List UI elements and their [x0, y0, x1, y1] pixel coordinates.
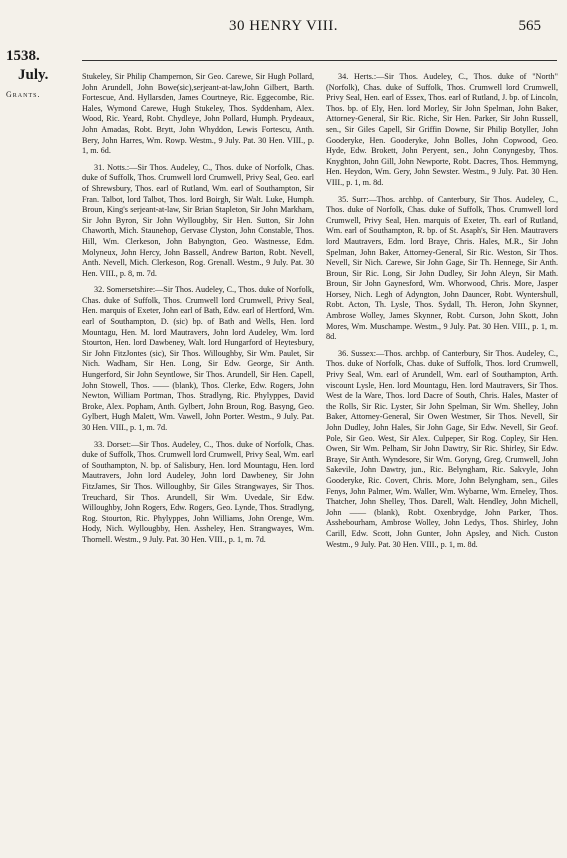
- entry-35-surrey: 35. Surr:—Thos. archbp. of Canterbury, Sir Thos. Audeley, C., Thos. duke of Norfolk, Chas. duke of Suffolk, Thos. Crumwell lord Crumwell, Privy Seal, Hen. marquis of Exeter, Th. earl of Rutland, Wm. earl of Southampton, R. bp. of St. Asaph's, Sir Hen. Mautravers lord Mautravers, Edm. lord Braye, Chris. Hales, M.R., Sir John Spelman, John Baker, Attorney-General, Sir Ric. Weston, Sir Thos. Nevell, Sir Nich. Carewe, Sir John Gage, Sir Th. Hennege, Sir Anth. Broun, Sir Ric. Long, Sir John Dudley, Sir John Aleyn, Sir Math. Broun, Sir John Gaynesford, Wm. Whorwood, Chris. More, Jasper Horsey, Nich. Legh of Adyngton, John Dauncer, Robt. Wyntershull, Robt. Acton, Th. Lysle, Thos. Sydall, Th. Heron, John Skynner, Ambrose Wolley, James Skynner, Robt. Curson, John Skott, John Mores, Wm. Muschampe. Westm., 9 July. Pat. 30 Hen. VIII., p. 1, m. 8d.: [326, 194, 558, 342]
- left-column: [82, 72, 314, 552]
- margin-month: July.: [18, 67, 49, 83]
- entry-34-herts: 34. Herts.:—Sir Thos. Audeley, C., Thos. duke of "North" (Norfolk), Chas. duke of Suffolk, Thos. Crumwell lord Crumwell, Privy Seal, Hen. earl of Essex, Thos. earl of Rutland, J. bp. of Lincoln, Thos. bp. of Ely, Hen. lord Morley, Sir John Spelman, John Baker, Attorney-General, Sir Ric. Riche, Sir Hen. Parker, Sir John Russell, sen., Sir Giles Capell, Sir Griffin Downe, Sir Philip Botyller, John Gooderyke, Hen. Gooderyke, John Bolles, John Copwood, Geo. Hyde, Edw. Brokett, John Peryent, sen., John Conyngesby, Thos. Knyghton, John Gill, John Newporte, Robt. Dacres, Thos. Hemmyng, Hen. Heydon, Wm. Gery, John Sewster. Westm., 9 July. Pat. 30 Hen. VIII., p. 1, m. 8d.: [326, 72, 558, 187]
- running-title: 30 HENRY VIII.: [228, 18, 339, 34]
- entry-31-notts: 31. Notts.:—Sir Thos. Audeley, C., Thos. duke of Norfolk, Chas. duke of Suffolk, Thos. Crumwell lord Crumwell, Privy Seal, Geo. earl of Shrewsbury, Thos. earl of Rutland, Wm. earl of Southampton, Sir Fran. Talbot, lord Talbot, Thos. lord Boirgh, Sir Walt. Luke, Humph. Broun, King's serjeant-at-law, Sir Brian Stapleton, Sir John Markham, Sir John Byron, Sir John Wyllougbby, Sir Hen. Sutton, Sir John Chaworth, Mich. Staunehop, Gervase Clyston, John Constable, Thos. Hill, Wm. Clerkeson, John Babyngton, Geo. Wastnesse, Edm. Molyneux, John Hercy, John Bassell, Andrew Barton, Robt. Nevell, Anth. Nevell, Mich. Clerkeson, Rog. Grenall. Westm., 9 July. Pat. 30 Hen. VIII., p. 8, m. 7d.: [82, 162, 314, 278]
- margin-notes: [6, 48, 66, 99]
- entry-36-sussex: 36. Sussex:—Thos. archbp. of Canterbury, Sir Thos. Audeley, C., Thos. duke of Norfolk, Chas. duke of Suffolk, Thos. lord Crumwell, Privy Seal, Wm. earl of Arundell, Wm. earl of Southampton, Arth. viscount Lysle, Hen. lord Mountagu, Hen. lord Mautravers, Sir Thos. West de la Ware, Thos. lord Dacre of South, Chris. Hales, Master of the Rolls, Sir Ric. Lyster, Sir John Spelman, Sir Wm. Shelley, John Baker, Attorney-General, Sir Owen Westmer, Sir Thos. Nevell, Sir John Dudley, John Hales, Sir John Gage, Sir Edw. Nevell, Sir Geof. Pole, Sir Geo. West, Sir Alex. Culpeper, Sir Rog. Copley, Sir Hen. Owen, Sir Wm. Pelham, Sir John Dawtry, Sir Ric. Shirley, Sir Edw. Braye, Sir Anth. Wyndesore, Sir Wm. Goryng, Greg. Crumwell, John Sakevile, John Dawtry, jun., Ric. Belyngham, Ric. Sakvyle, John Gooderyke, Ric. Covert, Chris. More, John Belyngham, sen., Giles Fenys, John Palmer, Wm. Waller, Wm. Wybarne, Wm. Erneley, Thos. Thatcher, John Shelley, Thos. Darell, Walt. Hendley, John Michell, John —— (blank), Robt. Oxenbrydge, John Parker, Thos. Asshebourham, Ambrose Wolley, John Ledys, Thos. Shirley, John Carill, Edw. Scott, John Gunter, John Apsley, and Nich. Custon Westm., 9 July. Pat. 30 Hen. VIII., p. 1, m. 8d.: [326, 348, 558, 549]
- entry-30-continuation: Stukeley, Sir Philip Champernon, Sir Geo. Carewe, Sir Hugh Pollard, John Arundell, John Bowe(sic),serjeant-at-law,John Gilbert, Barth. Fortescue, And. Hyllarsden, James Courtneye, Ric. Eggecombe, Ric. Hales, Wymond Carewe, Hugh Stukeley, Thos. Syddenham, Alex. Wood, Ric. Yeard, Robt. Chydleye, John Pollard, Humph. Prydeaux, John Amadas, Robt. Brytt, John Whyddon, Lewis Fortescu, Anth. Bery, John Harres, Wm. Rowp. Westm., 9 July. Pat. 30 Hen. VIII., p. 1, m. 6d.: [82, 72, 314, 156]
- page-header: [0, 18, 567, 38]
- header-rule: [82, 60, 557, 61]
- margin-section: Grants.: [6, 90, 41, 99]
- page-number: 565: [518, 18, 541, 34]
- right-column: [326, 72, 558, 556]
- margin-year: 1538.: [6, 48, 40, 64]
- entry-33-dorset: 33. Dorset:—Sir Thos. Audeley, C., Thos. duke of Norfolk, Chas. duke of Suffolk, Thos. Crumwell lord Crumwell, Privy Seal, Wm. earl of Southampton, N. bp. of Salisbury, Hen. lord Mountagu, Hen. lord Mautravers, John lord Audeley, John lord Dawbeney, Sir John FitzJames, Sir Thos. Willoughby, Sir Giles Strangwayes, Sir Thos. Treuchard, Sir Thos. Arundell, Sir Wm. Uvedale, Sir Edw. Willoughby, John Rogers, Edw. Rogers, Geo. Lynde, Thos. Stradlyng, Rog. Stourton, Ric. Phylyppes, John Williams, John Orenge, Wm. Hody, Nich. Wyllougbby, Hen. Assheley, Hen. Strangwayes, Wm. Thornell. Westm., 9 July. Pat. 30 Hen. VIII., p. 1, m. 7d.: [82, 439, 314, 544]
- entry-32-somersetshire: 32. Somersetshire:—Sir Thos. Audeley, C., Thos. duke of Norfolk, Chas. duke of Suffolk, Thos. Crumwell lord Crumwell, Privy Seal, Hen. marquis of Exeter, John earl of Bath, Edw. earl of Hertford, Wm. earl of Southampton, D. (sic) bp. of Bath and Wells, Hen. lord Mountagu, Hen. M. lord Mautravers, John lord Audeley, Wm. lord Stourton, Hen. lord Dawbeney, Walt. lord Hungarford of Heytesbury, Sir John FitzJontes (sic), Sir Thos. Willoughby, Sir Wm. Paulet, Sir Nich. Wadham, Sir Hen. Long, Sir Edw. George, Sir Anth. Hungerford, Sir John Seyntlowe, Sir Thos. Arundell, Sir Hen. Capell, John Stowell, Thos. —— (blank), Thos. Clerke, Edw. Rogers, John Newton, William Portman, Thos. Stradlyng, Ric. Phylyppes, David Broke, Alex. Popham, Anth. Gylbert, John Broun, Rog. Basyng, Geo. Gylbert, Hugh Malett, Wm. Vawell, John Porter. Westm., 9 July. Pat. 30 Hen. VIII., p. 1, m. 7d.: [82, 285, 314, 432]
